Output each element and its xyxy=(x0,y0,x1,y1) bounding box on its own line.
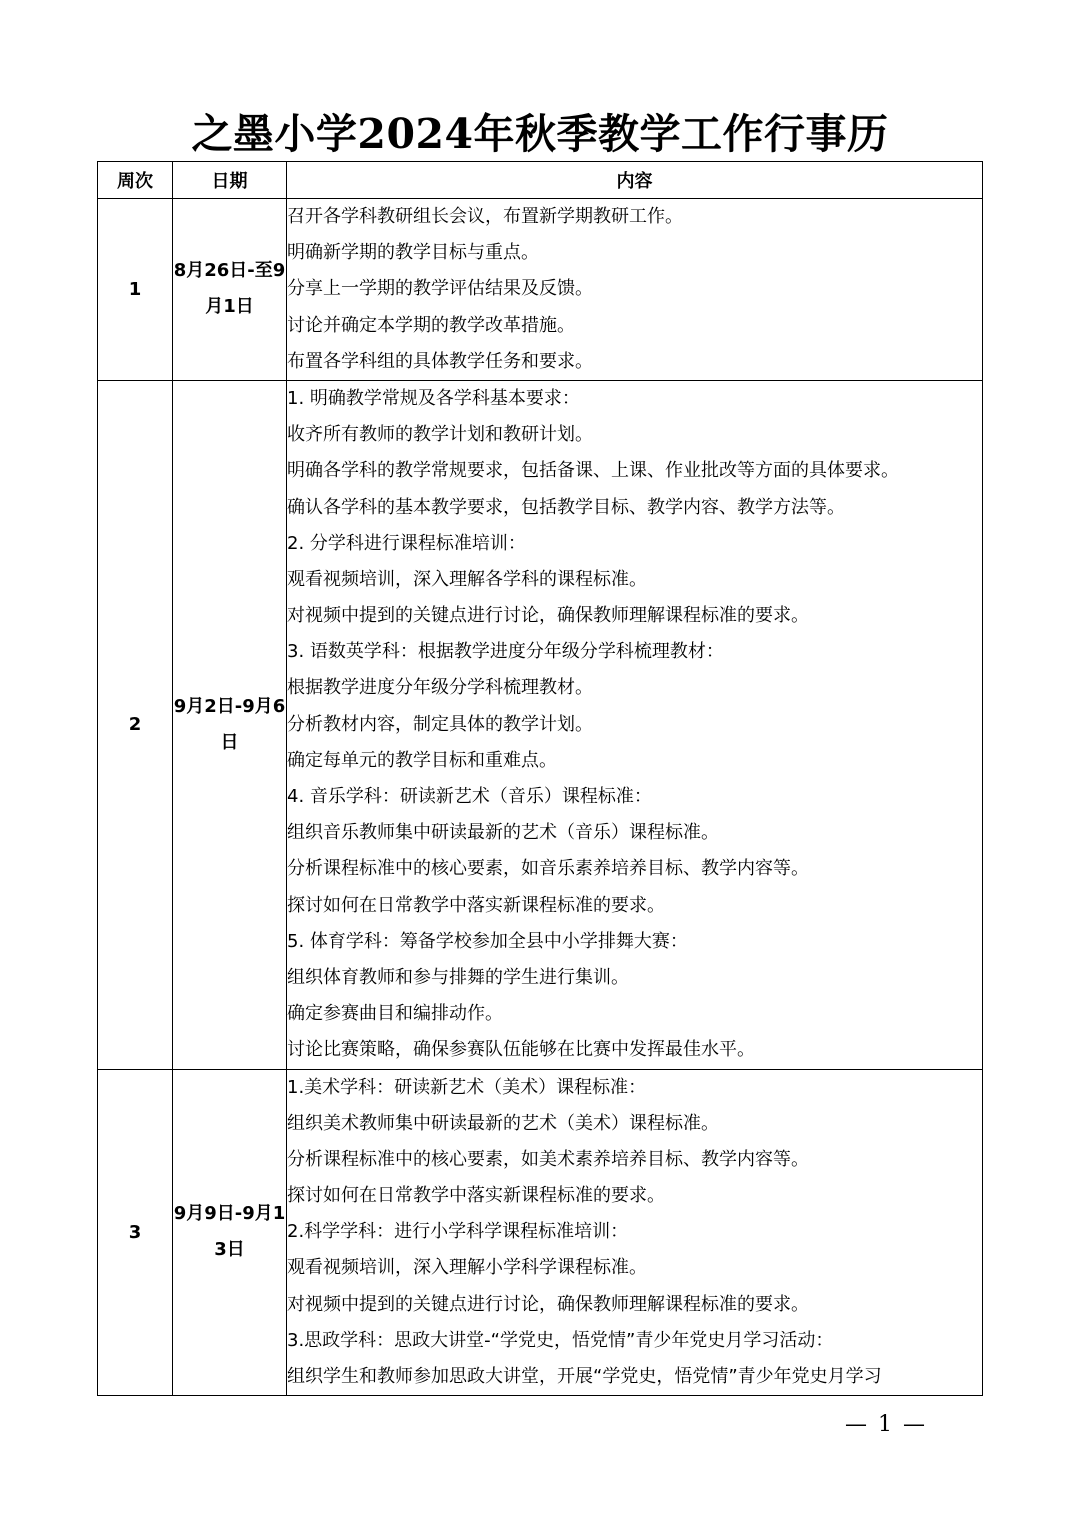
header-week: 周次 xyxy=(98,162,173,199)
table-header-row xyxy=(98,162,983,199)
page-number: — 1 — xyxy=(845,1412,927,1437)
page-title: 之墨小学2024年秋季教学工作行事历 xyxy=(191,110,889,158)
content-line: 讨论比赛策略，确保参赛队伍能够在比赛中发挥最佳水平。 xyxy=(287,1039,755,1061)
content-line: 分析教材内容，制定具体的教学计划。 xyxy=(287,713,593,735)
content-line: 分析课程标准中的核心要素，如美术素养培养目标、教学内容等。 xyxy=(287,1148,809,1170)
week-cell: 3 xyxy=(98,1069,173,1396)
content-line: 观看视频培训，深入理解小学科学课程标准。 xyxy=(287,1257,647,1279)
content-line: 分享上一学期的教学评估结果及反馈。 xyxy=(287,278,593,300)
date-cell: 8月26日-至9月1日 xyxy=(173,199,287,381)
content-line: 分析课程标准中的核心要素，如音乐素养培养目标、教学内容等。 xyxy=(287,858,809,880)
content-line: 根据教学进度分年级分学科梳理教材。 xyxy=(287,677,593,699)
content-cell xyxy=(287,380,983,1069)
date-cell: 9月9日-9月13日 xyxy=(173,1069,287,1396)
content-line: 组织美术教师集中研读最新的艺术（美术）课程标准。 xyxy=(287,1112,719,1134)
content-line: 收齐所有教师的教学计划和教研计划。 xyxy=(287,424,593,446)
content-line: 确定每单元的教学目标和重难点。 xyxy=(287,749,557,771)
content-line: 2. 分学科进行课程标准培训： xyxy=(287,532,526,554)
content-line: 布置各学科组的具体教学任务和要求。 xyxy=(287,350,593,372)
content-line: 探讨如何在日常教学中落实新课程标准的要求。 xyxy=(287,894,665,916)
header-content: 内容 xyxy=(287,162,983,199)
content-cell xyxy=(287,1069,983,1396)
content-line: 组织学生和教师参加思政大讲堂，开展“学党史，悟党情”青少年党史月学习 xyxy=(287,1366,882,1387)
content-cell xyxy=(287,199,983,381)
table-row xyxy=(98,199,983,381)
content-line: 组织音乐教师集中研读最新的艺术（音乐）课程标准。 xyxy=(287,822,719,844)
content-line: 对视频中提到的关键点进行讨论，确保教师理解课程标准的要求。 xyxy=(287,605,809,627)
table-row xyxy=(98,380,983,1069)
content-line: 明确新学期的教学目标与重点。 xyxy=(287,242,539,264)
content-line: 1. 明确教学常规及各学科基本要求： xyxy=(287,387,580,409)
content-line: 对视频中提到的关键点进行讨论，确保教师理解课程标准的要求。 xyxy=(287,1293,809,1315)
table-row xyxy=(98,1069,983,1396)
content-line: 5. 体育学科：筹备学校参加全县中小学排舞大赛： xyxy=(287,930,688,952)
content-line: 召开各学科教研组长会议，布置新学期教研工作。 xyxy=(287,206,683,227)
content-line: 观看视频培训，深入理解各学科的课程标准。 xyxy=(287,568,647,590)
content-line: 确定参赛曲目和编排动作。 xyxy=(287,1003,503,1025)
content-line: 3. 语数英学科：根据教学进度分年级分学科梳理教材： xyxy=(287,641,724,663)
date-cell: 9月2日-9月6日 xyxy=(173,380,287,1069)
content-line: 讨论并确定本学期的教学改革措施。 xyxy=(287,314,575,336)
content-line: 组织体育教师和参与排舞的学生进行集训。 xyxy=(287,966,629,988)
content-line: 1.美术学科：研读新艺术（美术）课程标准： xyxy=(287,1076,647,1098)
content-line: 2.科学学科：进行小学科学课程标准培训： xyxy=(287,1221,629,1243)
calendar-table xyxy=(97,161,983,1396)
content-line: 明确各学科的教学常规要求，包括备课、上课、作业批改等方面的具体要求。 xyxy=(287,460,899,482)
week-cell: 1 xyxy=(98,199,173,381)
content-line: 探讨如何在日常教学中落实新课程标准的要求。 xyxy=(287,1185,665,1207)
header-date: 日期 xyxy=(173,162,287,199)
content-line: 3.思政学科：思政大讲堂-“学党史，悟党情”青少年党史月学习活动： xyxy=(287,1329,834,1351)
week-cell: 2 xyxy=(98,380,173,1069)
content-line: 确认各学科的基本教学要求，包括教学目标、教学内容、教学方法等。 xyxy=(287,496,845,518)
content-line: 4. 音乐学科：研读新艺术（音乐）课程标准： xyxy=(287,786,652,807)
